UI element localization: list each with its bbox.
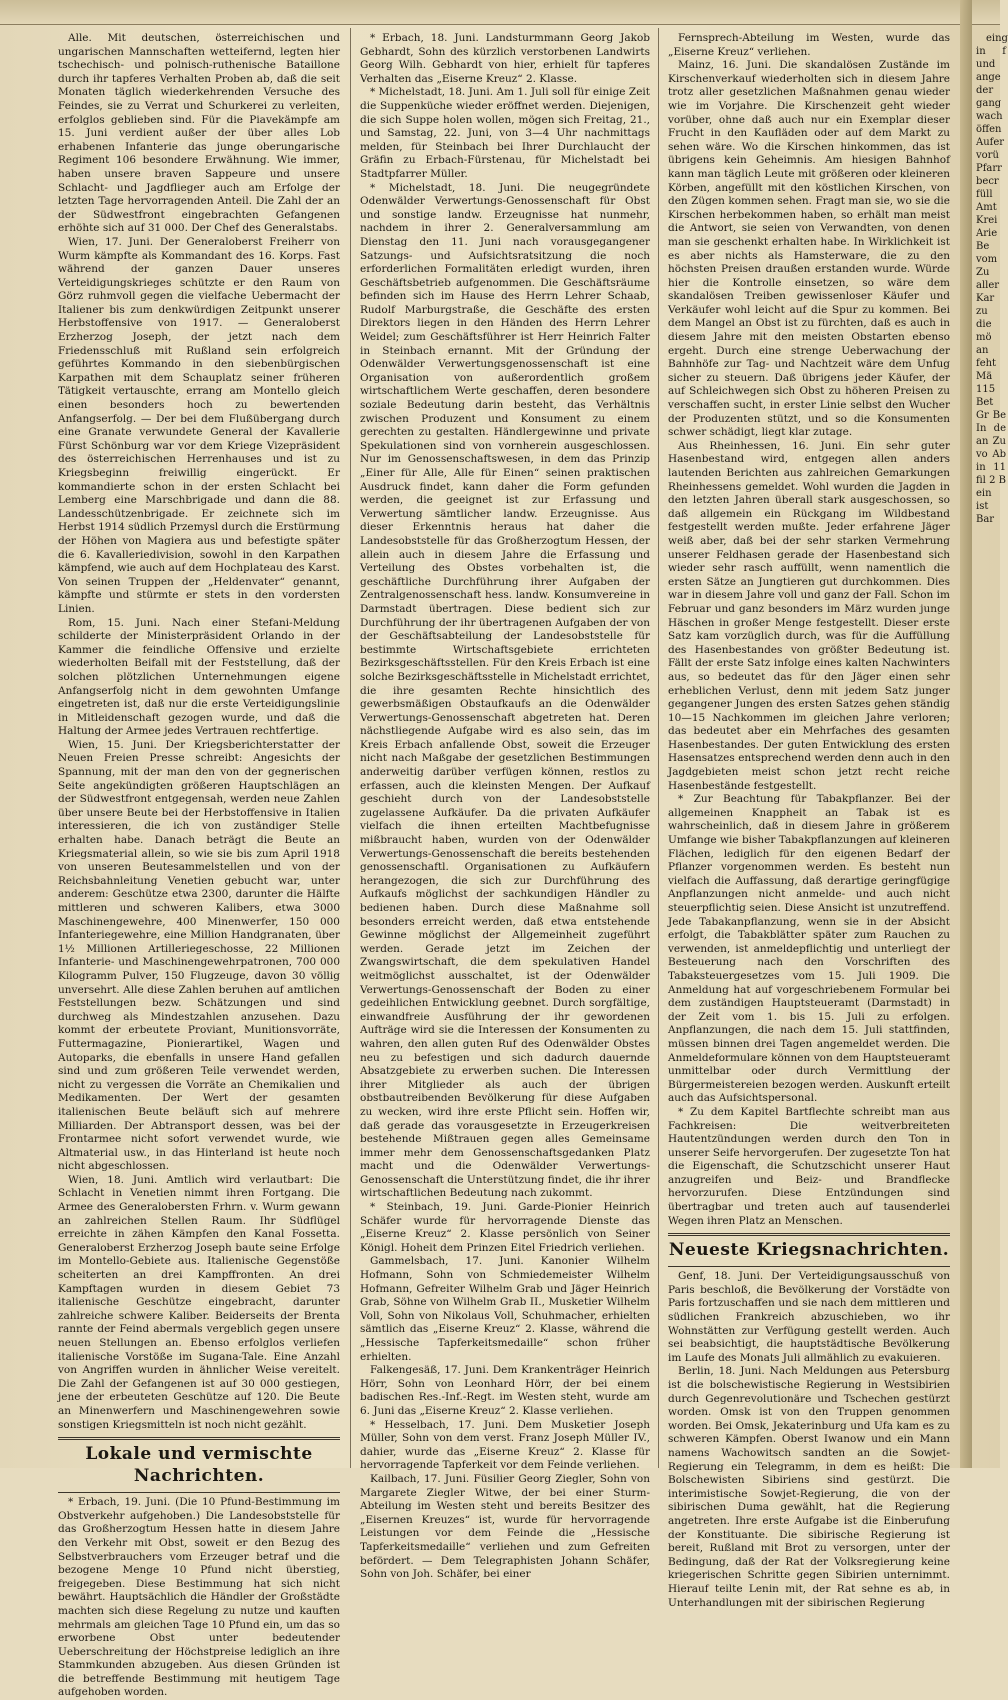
article-col3-1: Mainz, 16. Juni. Die skandalösen Zustände im Kirschenverkauf wiederholten sich in diesem Jahre trotz aller gesetzlichen Maßnahmen genau wieder wie im Vorjahre. Die Kirschenzeit geht wieder vorüber, ohne daß auch nur ein Exemplar dieser Frucht in den Kaufläden oder auf dem Markt zu sehen wäre. Wo die Kirschen hinkommen, das ist übrigens kein Geheimnis. Am hiesigen Bahnhof kann man täglich Leute mit größeren oder kleineren Körben, angefüllt mit den köstlichen Kirschen, von den Zügen kommen sehen. Fragt man sie, wo sie die Kirschen herbekommen haben, so erhält man meist die Antwort, sie seien von Verwandten, von denen man sie geschenkt erhalten habe. In Wirklichkeit ist es aber nichts als Hamsterware, die zu den höchsten Preisen draußen erstanden wurde. Würde hier die Kontrolle einsetzen, so wäre dem skandalösen Treiben gewissenloser Käufer und Verkäufer wohl leicht auf die Spur zu kommen. Bei dem Mangel an Obst ist zu fürchten, daß es auch in diesem Jahre mit den meisten Obstarten ebenso ergeht. Durch eine strenge Ueberwachung der Bahnhöfe zur Tag- und Nachtzeit wäre dem Unfug sicher zu steuern. Daß übrigens jeder Käufer, der auf Schleichwegen sich Obst zu höheren Preisen zu verschaffen sucht, in erster Linie selbst den Wucher der Produzenten stützt, und so die Konsumenten schwer schädigt, liegt klar zutage. bbox=[668, 59, 950, 439]
article-col2-3: * Steinbach, 19. Juni. Garde-Pionier Heinrich Schäfer wurde für hervorragende Dienste das „Eiserne Kreuz“ 2. Klasse persönlich von Seiner Königl. Hoheit dem Prinzen Eitel Friedrich verliehen. bbox=[360, 1201, 650, 1254]
section-divider bbox=[668, 1266, 950, 1267]
column-1 bbox=[58, 32, 340, 1699]
article-war-1: Berlin, 18. Juni. Nach Meldungen aus Petersburg ist die bolschewistische Regierung in Westsibirien durch Gegenrevolutionäre und Tschechen gestürzt worden. Omsk ist von den Truppen genommen worden. Bei Omsk, Jekaterinburg und Ufa kam es zu schweren Kämpfen. Oberst Iwanow und ein Mann namens Wachowitsch sandten an die Sowjet-Regierung ein Telegramm, in dem es heißt: Die Bolschewisten Sibiriens sind gestürzt. Die interimistische Sowjet-Regierung, die von der sibirischen Duma gewählt, hat die Regierung angetreten. Ihre erste Aufgabe ist die Einberufung der Konstituante. Die sibirische Regierung ist bereit, Rußland mit Brot zu versorgen, unter der Bedingung, daß der Rat der Volksregierung keine kriegerischen Schritte gegen Sibirien unternimmt. Hierauf teilte Lenin mit, der Rat sehne es ab, in Unterhandlungen mit der sibirischen Regierung bbox=[668, 1365, 950, 1609]
article-col1-0: Alle. Mit deutschen, österreichischen und ungarischen Mannschaften wetteifernd, legten hier tschechisch- und polnisch-ruthenische Bataillone durch ihr tapferes Verhalten Proben ab, daß die seit Monaten täglich wiederkehrenden Versuche des Feindes, sie zu Verrat und Schurkerei zu verleiten, erfolglos geblieben sind. Für die Piavekämpfe am 15. Juni verdient außer der über alles Lob erhabenen Infanterie das junge oberungarische Regiment 106 besondere Erwähnung. Wie immer, haben unsere braven Sappeure und unsere Schlacht- und Jagdflieger auch am Erfolge der letzten Tage hervorragenden Anteil. Die Zahl der an der Südwestfront eingebrachten Gefangenen erhöhte sich auf 31 000. Der Chef des Generalstabs. bbox=[58, 32, 340, 235]
article-col3-0: Fernsprech-Abteilung im Westen, wurde das „Eiserne Kreuz“ verliehen. bbox=[668, 32, 950, 58]
page-top-strip bbox=[0, 0, 1000, 25]
column-rule bbox=[350, 28, 351, 1468]
section-heading-local-news: Lokale und vermischte Nachrichten. bbox=[85, 1444, 313, 1487]
article-col3-4: * Zu dem Kapitel Bartflechte schreibt man aus Fachkreisen: Die weitverbreiteten Hautentzündungen werden durch den Ton in unserer Seife hervorgerufen. Der zugesetzte Ton hat die Eigenschaft, die Schutzschicht unserer Haut anzugreifen und Beiz- und Brandflecke hervorzurufen. Diese Entzündungen sind übertragbar und treten auch auf tausenderlei Wegen ihren Platz an Menschen. bbox=[668, 1105, 950, 1227]
section-divider bbox=[58, 1437, 340, 1440]
adjacent-page-fragment: eing in f und ange der gang wach öffen Aufer vorü Pfarr becr füll Amt Krei Arie Be vom Zu aller Kar zu die mö an feht Mä 115 Bet Gr Be In de an Zu vo Ab in 11 fil 2 B ein ist Bar bbox=[976, 33, 1008, 525]
article-col3-3: * Zur Beachtung für Tabakpflanzer. Bei der allgemeinen Knappheit an Tabak ist es wahrscheinlich, daß in diesem Jahre in größerem Umfange wie bisher Tabakpflanzungen auf kleineren Flächen, lediglich für den eigenen Bedarf der Pflanzer vorgenommen werden. Es besteht nun vielfach die Auffassung, daß derartige geringfügige Anpflanzungen nicht anmelde- und auch nicht steuerpflichtig seien. Diese Ansicht ist unzutreffend. Jede Tabakanpflanzung, wenn sie in der Absicht erfolgt, die Tabakblätter später zum Rauchen zu verwenden, ist anmeldepflichtig und unterliegt der Besteuerung nach den Vorschriften des Tabaksteuergesetzes vom 15. Juli 1909. Die Anmeldung hat auf vorgeschriebenem Formular bei dem zuständigen Hauptsteueramt (Darmstadt) in der Zeit vom 1. bis 15. Juli zu erfolgen. Anpflanzungen, die nach dem 15. Juli stattfinden, müssen binnen drei Tagen angemeldet werden. Die Anmeldeformulare können von dem Hauptsteueramt unmittelbar oder durch Vermittlung der Bürgermeistereien bezogen werden. Auskunft erteilt auch das Aufsichtspersonal. bbox=[668, 793, 950, 1105]
article-col2-4: Gammelsbach, 17. Juni. Kanonier Wilhelm Hofmann, Sohn von Schmiedemeister Wilhelm Hofmann, Gefreiter Wilhelm Grab und Jäger Heinrich Grab, Söhne von Wilhelm Grab II., Musketier Wilhelm Voll, Sohn von Nikolaus Voll, Schuhmacher, erhielten sämtlich das „Eiserne Kreuz“ 2. Klasse, während die „Hessische Tapferkeitsmedaille“ schon früher erhielten. bbox=[360, 1255, 650, 1363]
column-rule bbox=[658, 28, 659, 1468]
article-col2-0: * Erbach, 18. Juni. Landsturmmann Georg Jakob Gebhardt, Sohn des kürzlich verstorbenen Landwirts Georg Wilh. Gebhardt von hier, erhielt für tapferes Verhalten das „Eiserne Kreuz“ 2. Klasse. bbox=[360, 32, 650, 85]
article-col2-1: * Michelstadt, 18. Juni. Am 1. Juli soll für einige Zeit die Suppenküche wieder eröffnet werden. Diejenigen, die sich Suppe holen wollen, mögen sich Freitag, 21., und Samstag, 22. Juni, von 3—4 Uhr nachmittags melden, für Steinbach bei Ihrer Durchlaucht der Gräfin zu Erbach-Fürstenau, für Michelstadt bei Stadtpfarrer Müller. bbox=[360, 86, 650, 180]
article-col1-3: Wien, 15. Juni. Der Kriegsberichterstatter der Neuen Freien Presse schreibt: Angesichts der Spannung, mit der man den von der gegnerischen Seite angekündigten größeren Hauptschlägen an der Südwestfront entgegensah, werden neue Zahlen über unsere Beute bei der Herbstoffensive in Italien interessieren, die ich von zuständiger Stelle erhalten habe. Danach beträgt die Beute an Kriegsmaterial allein, so wie sie bis zum April 1918 von unseren Beutesammelstellen und von der Reichsbahnleitung Venetien gebucht war, unter anderem: Geschütze etwa 2300, darunter die Hälfte mittleren und schweren Kalibers, etwa 3000 Maschinengewehre, 400 Minenwerfer, 150 000 Infanteriegewehre, eine Million Handgranaten, über 1½ Millionen Artilleriegeschosse, 22 Millionen Infanterie- und Maschinengewehrpatronen, 700 000 Kilogramm Pulver, 150 Flugzeuge, davon 30 völlig unversehrt. Alle diese Zahlen beruhen auf amtlichen Feststellungen bezw. Schätzungen und sind durchweg als Mindestzahlen anzusehen. Dazu kommt der erbeutete Proviant, Munitionsvorräte, Futtermagazine, Pionierartikel, Wagen und Autoparks, die ebenfalls in unsere Hand gefallen sind und zum größeren Teile verwendet werden, nicht zu vergessen die Vorräte an Chemikalien und Medikamenten. Der Wert der gesamten italienischen Beute beläuft sich auf mehrere Milliarden. Der Abtransport dessen, was bei der Frontarmee nicht sofort verwendet wurde, wie Altmaterial usw., in das Hinterland ist heute noch nicht abgeschlossen. bbox=[58, 738, 340, 1173]
article-col1-4: Wien, 18. Juni. Amtlich wird verlautbart: Die Schlacht in Venetien nimmt ihren Fortgang. Die Armee des Generalobersten Frhrn. v. Wurm gewann an zahlreichen Stellen Raum. Ihr Südflügel erreichte in zähen Kämpfen den Kanal Fossetta. Generaloberst Erzherzog Joseph baute seine Erfolge im Montello-Gebiete aus. Italienische Gegenstöße scheiterten an drei Kampffronten. An drei Kampftagen wurden in diesem Gebiet 73 italienische Geschütze eingebracht, darunter zahlreiche schwere Kaliber. Beiderseits der Brenta rannte der Feind abermals vergeblich gegen unsere neuen Stellungen an. Ebenso erfolglos verliefen italienische Vorstöße im Sugana-Tale. Eine Anzahl von Angriffen wurden in ähnlicher Weise vereitelt. Die Zahl der Gefangenen ist auf 30 000 gestiegen, jene der erbeuteten Geschütze auf 120. Die Beute an Minenwerfern und Maschinengewehren sowie sonstigen Kriegsmitteln ist noch nicht gezählt. bbox=[58, 1173, 340, 1431]
section-heading-war-news: Neueste Kriegsnachrichten. bbox=[668, 1240, 950, 1261]
column-3 bbox=[668, 32, 950, 1609]
section-divider bbox=[668, 1233, 950, 1236]
column-2 bbox=[360, 32, 650, 1581]
article-col2-6: * Hesselbach, 17. Juni. Dem Musketier Joseph Müller, Sohn von dem verst. Franz Joseph Müller IV., dahier, wurde das „Eiserne Kreuz“ 2. Klasse für hervorragende Tapferkeit vor dem Feinde verliehen. bbox=[360, 1418, 650, 1472]
section-divider bbox=[58, 1492, 340, 1493]
article-local-0: * Erbach, 19. Juni. (Die 10 Pfund-Bestimmung im Obstverkehr aufgehoben.) Die Landesobststelle für das Großherzogtum Hessen hatte in diesem Jahre den Verkehr mit Obst, soweit er den Bezug des Selbstverbrauchers vom Erzeuger betraf und die bezogene Menge 10 Pfund nicht überstieg, freigegeben. Diese Bestimmung hat sich nicht bewährt. Hauptsächlich die Händler der Großstädte machten sich diese Regelung zu nutze und kauften mehrmals am gleichen Tage 10 Pfund ein, um das so erworbene Obst unter bedeutender Ueberschreitung der Höchstpreise lediglich an ihre Stammkunden abzugeben. Aus diesen Gründen ist die betreffende Bestimmung mit heutigem Tage aufgehoben worden. bbox=[58, 1496, 340, 1699]
article-col1-1: Wien, 17. Juni. Der Generaloberst Freiherr von Wurm kämpfte als Kommandant des 16. Korps. Fast während der ganzen Dauer unseres Verteidigungskrieges schützte er den Raum von Görz ruhmvoll gegen die vielfache Uebermacht der Italiener bis zum denkwürdigen Zeitpunkt unserer Herbstoffensive von 1917. — Generaloberst Erzherzog Joseph, der jetzt nach dem Friedensschluß mit Rußland sein erfolgreich geführtes Kommando in den siebenbürgischen Karpathen mit dem Schauplatz seiner früheren Tätigkeit vertauschte, errang am Montello gleich einen besonders hoch zu bewertenden Anfangserfolg. — Der bei dem Flußübergang durch eine Granate verwundete General der Kavallerie Fürst Schönburg war vor dem Kriege Vizepräsident des österreichischen Herrenhauses und ist zu Kriegsbeginn freiwillig eingerückt. Er kommandierte schon in der ersten Schlacht bei Lemberg eine Marschbrigade und dann die 88. Landesschützenbrigade. Er zeichnete sich im Herbst 1914 südlich Przemysl durch die Erstürmung der Höhen von Magiera aus und befestigte später die 6. Kavalleriedivision, sowohl in den Karpathen kämpfend, wie auch auf dem Hochplateau des Karst. Von seinen Truppen der „Heldenvater“ genannt, kämpfte und stürmte er stets in den vordersten Linien. bbox=[58, 235, 340, 615]
article-col3-2: Aus Rheinhessen, 16. Juni. Ein sehr guter Hasenbestand wird, entgegen allen anders lautenden Berichten aus zahlreichen Gemarkungen Rheinhessens gemeldet. Wohl wurden die Jagden in den letzten Jahren überall stark ausgeschossen, so daß allgemein ein Rückgang im Wildbestand festgestellt werden mußte. Jeder erfahrene Jäger weiß aber, daß bei der sehr starken Vermehrung unserer Feldhasen gerade der Hasenbestand sich wieder sehr rasch auffüllt, wenn namentlich die ersten Sätze an Jungtieren gut durchkommen. Dies war in diesem Jahre voll und ganz der Fall. Schon im Februar und ganz besonders im März wurden junge Häschen in großer Menge festgestellt. Dieser erste Satz kam vorzüglich durch, was für die Auffüllung des Hasenbestandes von größter Bedeutung ist. Fällt der erste Satz infolge eines kalten Nachwinters aus, so bedeutet das für den Jäger einen sehr erheblichen Verlust, denn mit jedem Satz junger gegangener Jungen des ersten Satzes gehen ständig 10—15 Nachkommen im gleichen Jahre verloren; das bedeutet aber ein Mehrfaches des gesamten Hasenbestandes. Der guten Entwicklung des ersten Hasensatzes entsprechend werden denn auch in den Jagdgebieten meist schon jetzt recht reiche Hasenbestände festgestellt. bbox=[668, 439, 950, 792]
article-col2-2: * Michelstadt, 18. Juni. Die neugegründete Odenwälder Verwertungs-Genossenschaft für Obst und sonstige landw. Erzeugnisse hat nunmehr, nachdem in ihrer 2. Generalversammlung am Dienstag den 11. Juni nach vorausgegangener Satzungs- und Aufsichtsratsitzung die noch erforderlichen Formalitäten erledigt wurden, ihren Geschäftsbetrieb aufgenommen. Die Geschäftsräume befinden sich im Hause des Herrn Lehrer Schaab, Rudolf Marburgstraße, die Geschäfte des ersten Direktors liegen in den Händen des Herrn Lehrer Weidel; zum Geschäftsführer ist Herr Heinrich Falter in Steinbach ernannt. Mit der Gründung der Odenwälder Verwertungsgenossenschaft ist eine Organisation von außerordentlich großem wirtschaftlichem Werte geschaffen, deren besondere soziale Bedeutung darin besteht, das Verhältnis zwischen Produzent und Konsument zu einem gerechten zu gestalten. Händlergewinne und private Spekulationen sind von vornherein ausgeschlossen. Nur im Genossenschaftswesen, in dem das Prinzip „Einer für Alle, Alle für Einen“ seinen praktischen Ausdruck findet, kann daher die Form gefunden werden, die geeignet ist zur Erfassung und Verwertung sämtlicher landw. Erzeugnisse. Aus dieser Erkenntnis heraus hat daher die Landesobststelle für das Großherzogtum Hessen, der allein auch in diesem Jahre die Erfassung und Verteilung des Obstes vorbehalten ist, die geschäftliche Durchführung ihrer Aufgaben der Zentralgenossenschaft hess. landw. Konsumvereine in Darmstadt übertragen. Diese bedient sich zur Durchführung der ihr übertragenen Aufgaben der von der Geschäftsabteilung der Landesobststelle für bestimmte Wirtschaftsgebiete errichteten Bezirksgeschäftsstellen. Für den Kreis Erbach ist eine solche Bezirksgeschäftsstelle in Michelstadt errichtet, die ihre gesamten Rechte hinsichtlich des gewerbsmäßigen Obstaufkaufs an die Odenwälder Verwertungs-Genossenschaft abgetreten hat. Deren nächstliegende Aufgabe wird es also sein, das im Kreis Erbach anfallende Obst, soweit die Erzeuger nicht nach Maßgabe der gesetzlichen Bestimmungen anderweitig darüber verfügen können, restlos zu erfassen, auch die kleinsten Mengen. Der Aufkauf geschieht durch von der Landesobststelle zugelassene Aufkäufer. Da die privaten Aufkäufer vielfach die ihnen erteilten Machtbefugnisse mißbraucht haben, wurden von der Odenwälder Verwertungs-Genossenschaft die bereits bestehenden genossenschaftl. Organisationen zu Aufkäufern herangezogen, die sich zur Durchführung des Aufkaufs möglichst der sachkundigen Händler zu bedienen haben. Durch diese Maßnahme soll besonders erreicht werden, daß etwa entstehende Gewinne möglichst der Allgemeinheit zugeführt werden. Gerade jetzt im Zeichen der Zwangswirtschaft, die dem spekulativen Handel weitmöglichst ausschaltet, ist der Odenwälder Verwertungs-Genossenschaft der Boden zu einer gedeihlichen Entwicklung geebnet. Durch sorgfältige, einwandfreie Ausführung der ihr gewordenen Aufträge wird sie die Interessen der Konsumenten zu wahren, den allen guten Ruf des Odenwälder Obstes neu zu befestigen und sich dadurch dauernde Absatzgebiete zu erwerben suchen. Die Interessen ihrer Mitglieder als auch der übrigen obstbautreibenden Bevölkerung für diese Aufgaben zu wecken, wird ihre erste Pflicht sein. Hoffen wir, daß gerade das vorausgesetzte in Erzeugerkreisen bestehende Mißtrauen gegen alles Gemeinsame immer mehr dem Genossenschaftsgedanken Platz macht und die Odenwälder Verwertungs-Genossenschaft die Unterstützung findet, die ihr ihrer wirtschaftlichen Bedeutung nach zukommt. bbox=[360, 181, 650, 1200]
article-col2-5: Falkengesäß, 17. Juni. Dem Krankenträger Heinrich Hörr, Sohn von Leonhard Hörr, der bei einem badischen Res.-Inf.-Regt. im Westen steht, wurde am 6. Juni das „Eiserne Kreuz“ 2. Klasse verliehen. bbox=[360, 1364, 650, 1417]
column-4-fragment bbox=[976, 32, 1006, 1462]
article-col1-2: Rom, 15. Juni. Nach einer Stefani-Meldung schilderte der Ministerpräsident Orlando in der Kammer die feindliche Offensive und erzielte wiederholten Beifall mit der Feststellung, daß der solchen plötzlichen Unternehmungen eigene Anfangserfolg nicht in dem gewohnten Umfange eingetreten ist, daß nur die erste Verteidigungslinie in Mitleidenschaft gezogen wurde, und daß die Haltung der Armee jedes Vertrauen rechtfertige. bbox=[58, 616, 340, 738]
page-fold-edge bbox=[960, 0, 972, 1468]
article-war-0: Genf, 18. Juni. Der Verteidigungsausschuß von Paris beschloß, die Bevölkerung der Vorstädte von Paris fortzuschaffen und sie nach dem mittleren und südlichen Frankreich abzuschieben, wo ihr Wohnstätten zur Verfügung gestellt werden. Auch sei beabsichtigt, die hauptstädtische Bevölkerung im Laufe des Monats Juli allmählich zu evakuieren. bbox=[668, 1270, 950, 1364]
article-col2-7: Kailbach, 17. Juni. Füsilier Georg Ziegler, Sohn von Margarete Ziegler Witwe, der bei einer Sturm-Abteilung im Westen steht und bereits Besitzer des „Eisernen Kreuzes“ ist, wurde für hervorragende Leistungen vor dem Feinde die „Hessische Tapferkeitsmedaille“ verliehen und zum Gefreiten befördert. — Dem Telegraphisten Johann Schäfer, Sohn von Joh. Schäfer, bei einer bbox=[360, 1472, 650, 1581]
